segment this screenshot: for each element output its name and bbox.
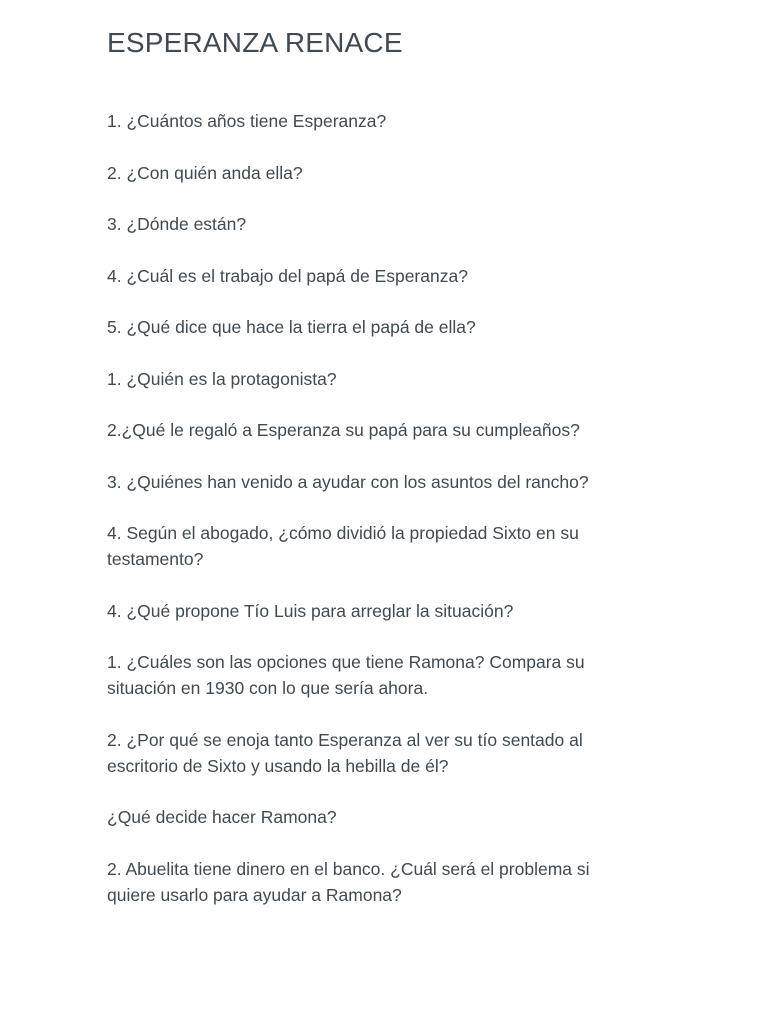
document-title: ESPERANZA RENACE [107, 27, 403, 58]
question-item: ¿Qué decide hacer Ramona? [107, 807, 337, 827]
question-item: 2. Abuelita tiene dinero en el banco. ¿Cuál será el problema si quiere usarlo para ayudar a Ramona? [107, 858, 590, 905]
question-item: 3. ¿Dónde están? [107, 214, 247, 234]
question-item: 1. ¿Cuántos años tiene Esperanza? [107, 111, 387, 131]
question-item: 2. ¿Por qué se enoja tanto Esperanza al ver su tío sentado al escritorio de Sixto y usando la hebilla de él? [107, 729, 583, 776]
question-item: 4. ¿Cuál es el trabajo del papá de Esperanza? [107, 265, 468, 286]
question-item: 3. ¿Quiénes han venido a ayudar con los asuntos del rancho? [107, 471, 589, 492]
question-item: 4. Según el abogado, ¿cómo dividió la propiedad Sixto en su testamento? [107, 523, 579, 569]
question-item: 4. ¿Qué propone Tío Luis para arreglar la situación? [107, 600, 514, 621]
question-item: 2. ¿Con quién anda ella? [107, 162, 303, 183]
question-item: 1. ¿Quién es la protagonista? [107, 368, 337, 389]
question-item: 2.¿Qué le regaló a Esperanza su papá para su cumpleaños? [107, 420, 580, 440]
question-item: 5. ¿Qué dice que hace la tierra el papá de ella? [107, 317, 476, 337]
question-item: 1. ¿Cuáles son las opciones que tiene Ramona? Compara su situación en 1930 con lo que sería ahora. [107, 652, 585, 698]
question-list [107, 108, 637, 933]
